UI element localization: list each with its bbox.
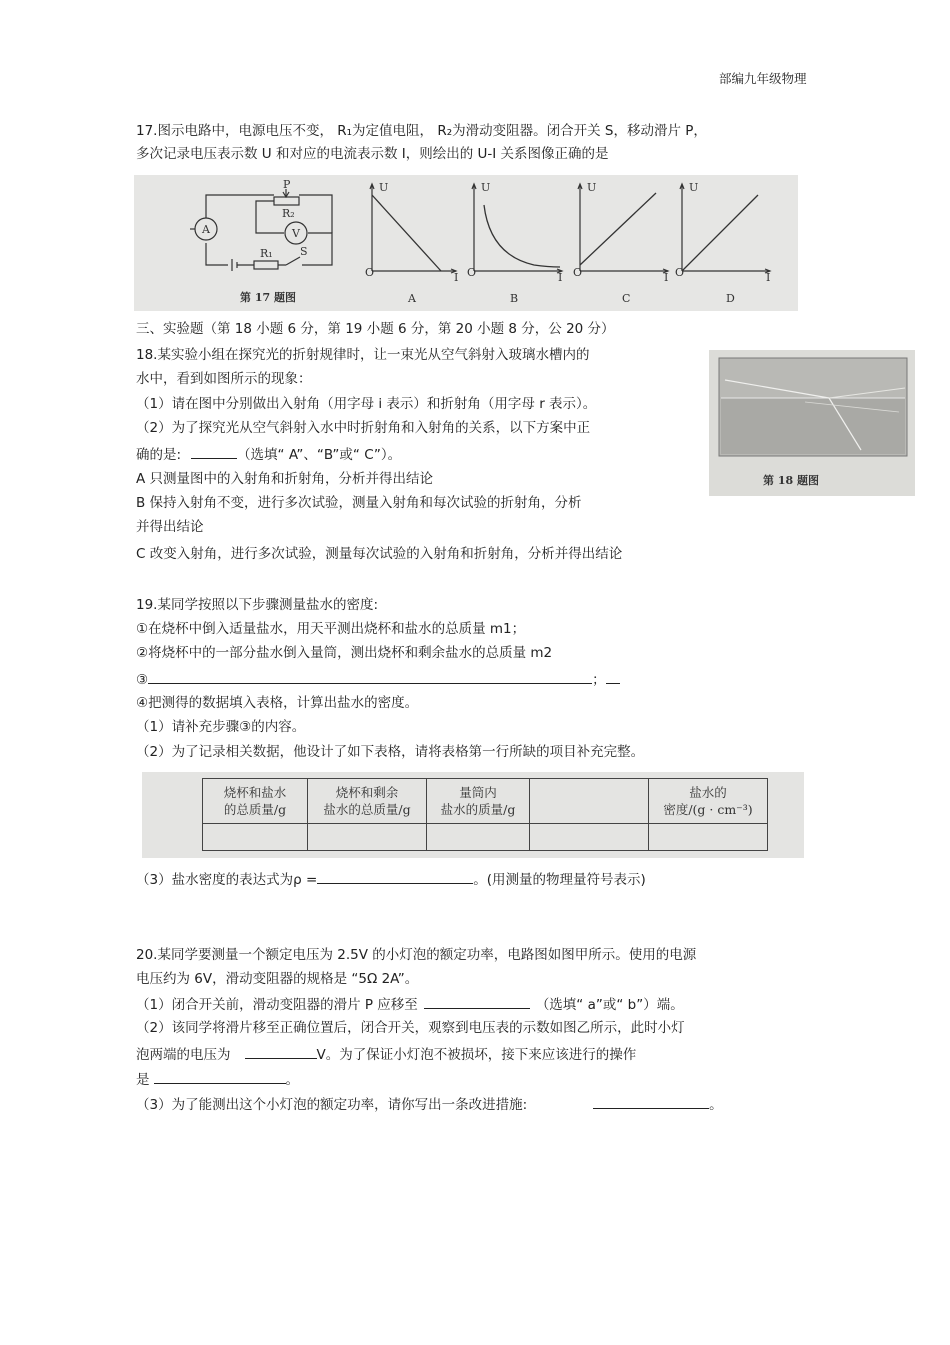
q18-part2a: （2）为了探究光从空气斜射入水中时折射角和入射角的关系，以下方案中正 bbox=[136, 420, 591, 436]
q18-figure bbox=[709, 350, 915, 496]
graph-b-label: B bbox=[510, 292, 519, 305]
q18-part2b: 确的是: （选填“ A”、“B”或“ C”）。 bbox=[136, 444, 401, 464]
q18-option-b-line1: B 保持入射角不变，进行多次试验，测量入射角和每次试验的折射角，分析 bbox=[136, 495, 582, 511]
table-cell[interactable] bbox=[649, 824, 768, 851]
table-header-cell: 盐水的 密度/(g · cm⁻³) bbox=[649, 779, 768, 824]
graph-option-d bbox=[675, 181, 770, 305]
q20-line2: 电压约为 6V，滑动变阻器的规格是 “5Ω 2A”。 bbox=[136, 971, 419, 987]
svg-text:O: O bbox=[365, 266, 375, 279]
q20-part1: （1）闭合开关前，滑动变阻器的滑片 P 应移至 （选填“ a”或“ b”）端。 bbox=[136, 994, 684, 1014]
voltmeter-label: V bbox=[292, 227, 300, 240]
q18-figure-caption: 第 18 题图 bbox=[763, 474, 819, 487]
graph-d-label: D bbox=[726, 292, 735, 305]
graph-option-b bbox=[467, 181, 562, 305]
q18-answer-blank[interactable] bbox=[191, 444, 237, 459]
q19-line1: 19.某同学按照以下步骤测量盐水的密度: bbox=[136, 597, 379, 613]
svg-text:O: O bbox=[675, 266, 685, 279]
resistor-r1 bbox=[254, 261, 278, 269]
svg-text:I: I bbox=[454, 271, 459, 284]
graph-a-label: A bbox=[408, 292, 416, 305]
svg-text:I: I bbox=[664, 271, 669, 284]
q17-figure-caption: 第 17 题图 bbox=[240, 291, 296, 304]
q19-part3: （3）盐水密度的表达式为ρ = 。(用测量的物理量符号表示) bbox=[136, 869, 646, 889]
slider-label: P bbox=[283, 178, 291, 191]
q18-part1: （1）请在图中分别做出入射角（用字母 i 表示）和折射角（用字母 r 表示）。 bbox=[136, 396, 597, 412]
q19-step2: ②将烧杯中的一部分盐水倒入量筒，测出烧杯和剩余盐水的总质量 m2 bbox=[136, 645, 553, 661]
q20-part2b: 泡两端的电压为 V。为了保证小灯泡不被损坏，接下来应该进行的操作 bbox=[136, 1044, 636, 1064]
rheostat-r2 bbox=[274, 197, 299, 205]
table-cell[interactable] bbox=[203, 824, 308, 851]
q18-line2: 水中，看到如图所示的现象： bbox=[136, 371, 312, 387]
q18-option-b-line2: 并得出结论 bbox=[136, 519, 204, 535]
q20-line1: 20.某同学要测量一个额定电压为 2.5V 的小灯泡的额定功率，电路图如图甲所示。使用的电源 bbox=[136, 947, 697, 963]
svg-text:I: I bbox=[558, 271, 563, 284]
q20-operation-blank[interactable] bbox=[154, 1069, 286, 1084]
graph-option-a bbox=[365, 181, 458, 305]
svg-text:O: O bbox=[467, 266, 477, 279]
ammeter-label: A bbox=[202, 223, 210, 236]
switch-symbol bbox=[278, 257, 300, 265]
table-cell[interactable] bbox=[308, 824, 427, 851]
q19-step3: ③ ； bbox=[136, 669, 620, 689]
table-header-missing-cell[interactable] bbox=[530, 779, 649, 824]
svg-text:I: I bbox=[766, 271, 771, 284]
q17-line2: 多次记录电压表示数 U 和对应的电流表示数 I，则绘出的 U-I 关系图像正确的是 bbox=[136, 146, 609, 162]
q17-line1: 17.图示电路中，电源电压不变， R₁为定值电阻， R₂为滑动变阻器。闭合开关 S，移动滑片 P， bbox=[136, 123, 707, 139]
graph-c-label: C bbox=[622, 292, 631, 305]
graph-option-c bbox=[573, 181, 668, 305]
q20-part2a: （2）该同学将滑片移至正确位置后，闭合开关，观察到电压表的示数如图乙所示，此时小灯 bbox=[136, 1020, 685, 1036]
table-header-cell: 烧杯和剩余 盐水的总质量/g bbox=[308, 779, 427, 824]
table-cell[interactable] bbox=[530, 824, 649, 851]
q19-step4: ④把测得的数据填入表格，计算出盐水的密度。 bbox=[136, 695, 419, 711]
table-cell[interactable] bbox=[427, 824, 530, 851]
section3-title: 三、实验题（第 18 小题 6 分，第 19 小题 6 分，第 20 小题 8 分，公 20 分） bbox=[136, 321, 615, 337]
q18-option-a: A 只测量图中的入射角和折射角，分析并得出结论 bbox=[136, 471, 434, 487]
page-header-subject: 部编九年级物理 bbox=[719, 71, 807, 86]
q20-part2c: 是 。 bbox=[136, 1069, 299, 1089]
q19-step1: ①在烧杯中倒入适量盐水，用天平测出烧杯和盐水的总质量 m1； bbox=[136, 621, 526, 637]
r2-label: R₂ bbox=[282, 207, 295, 220]
q20-end-blank[interactable] bbox=[424, 994, 530, 1009]
svg-text:U: U bbox=[689, 181, 699, 194]
switch-label: S bbox=[300, 245, 308, 258]
q19-data-table bbox=[142, 772, 804, 858]
svg-text:U: U bbox=[481, 181, 491, 194]
q19-part2: （2）为了记录相关数据，他设计了如下表格，请将表格第一行所缺的项目补充完整。 bbox=[136, 744, 645, 760]
q19-density-blank[interactable] bbox=[317, 869, 473, 884]
svg-text:U: U bbox=[587, 181, 597, 194]
battery-symbol bbox=[232, 259, 237, 271]
svg-text:U: U bbox=[379, 181, 389, 194]
q20-voltage-blank[interactable] bbox=[245, 1044, 317, 1059]
table-header-cell: 量筒内 盐水的质量/g bbox=[427, 779, 530, 824]
q17-figure bbox=[134, 175, 798, 311]
table-header-cell: 烧杯和盐水 的总质量/g bbox=[203, 779, 308, 824]
r1-label: R₁ bbox=[260, 247, 273, 260]
q19-part1: （1）请补充步骤③的内容。 bbox=[136, 719, 306, 735]
q20-improvement-blank[interactable] bbox=[593, 1094, 709, 1109]
q18-option-c: C 改变入射角，进行多次试验，测量每次试验的入射角和折射角，分析并得出结论 bbox=[136, 546, 623, 562]
q20-part3: （3）为了能测出这个小灯泡的额定功率，请你写出一条改进措施: 。 bbox=[136, 1094, 723, 1114]
svg-text:O: O bbox=[573, 266, 583, 279]
q19-step3-blank[interactable] bbox=[148, 669, 592, 684]
q18-line1: 18.某实验小组在探究光的折射规律时，让一束光从空气斜射入玻璃水槽内的 bbox=[136, 347, 590, 363]
